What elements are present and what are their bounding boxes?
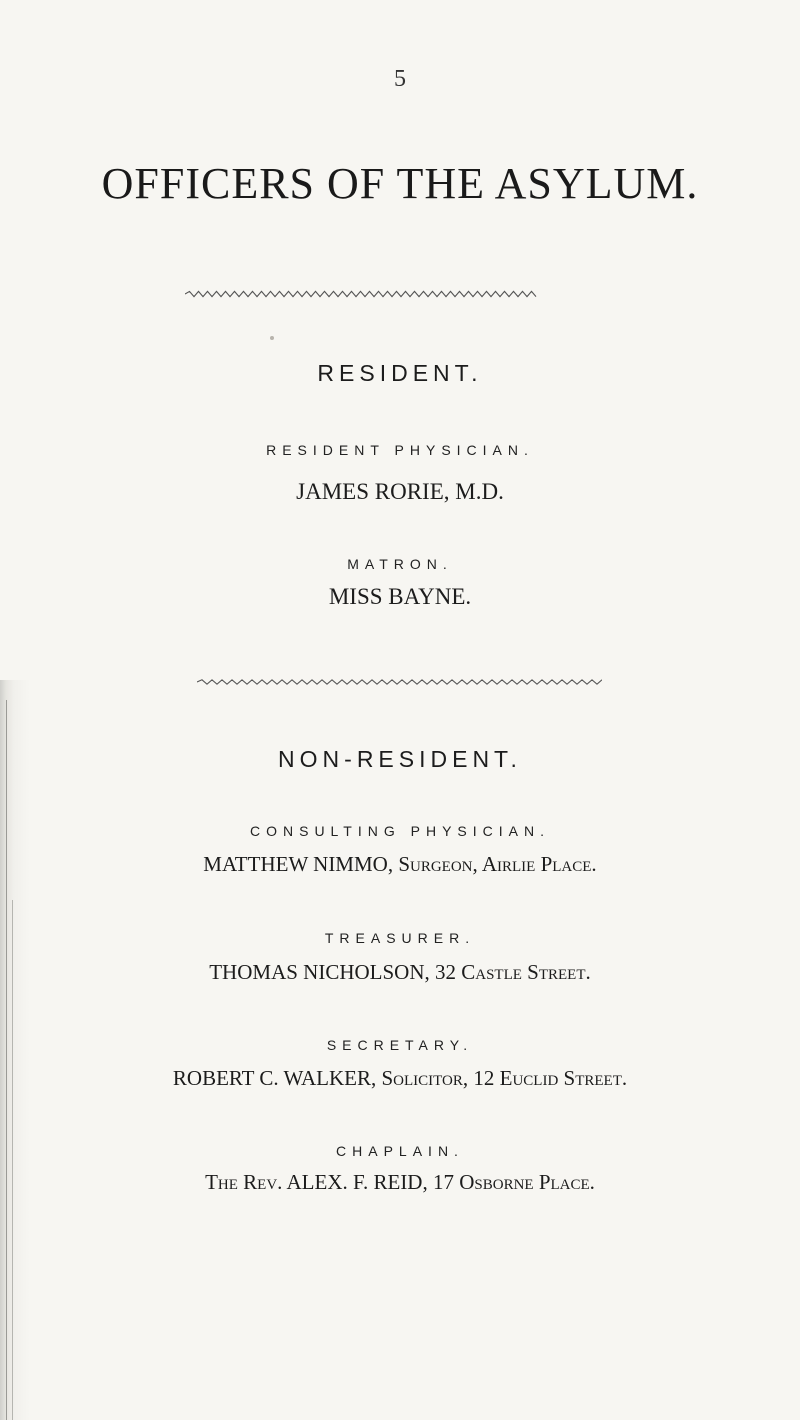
officer-name: ROBERT C. WALKER, xyxy=(172,1066,377,1090)
officer-line-chaplain xyxy=(0,1170,800,1195)
officer-name: MATTHEW NIMMO, xyxy=(203,852,394,876)
binding-gutter-line xyxy=(6,700,7,1420)
page-number: 5 xyxy=(394,66,406,92)
officer-prefix: The Rev. xyxy=(205,1170,283,1194)
officer-detail: Solicitor, 12 Euclid Street. xyxy=(381,1066,628,1090)
office-label-chaplain: CHAPLAIN. xyxy=(336,1143,464,1159)
officer-detail: 32 Castle Street. xyxy=(435,960,591,984)
speck-mark xyxy=(270,336,274,340)
section-heading-non-resident: NON-RESIDENT. xyxy=(278,746,522,772)
ornamental-wavy-rule xyxy=(185,288,540,300)
officer-name-resident-physician: JAMES RORIE, M.D. xyxy=(296,479,504,504)
officer-name-matron: MISS BAYNE. xyxy=(328,584,472,609)
officer-detail: Surgeon, Airlie Place. xyxy=(398,852,597,876)
officer-line-treasurer xyxy=(0,960,800,985)
officer-name: ALEX. F. REID, xyxy=(286,1170,428,1194)
ornamental-wavy-rule xyxy=(197,676,602,688)
section-heading-resident: RESIDENT. xyxy=(317,360,483,386)
officer-line-secretary xyxy=(0,1066,800,1091)
office-label-secretary: SECRETARY. xyxy=(326,1037,474,1053)
officer-name: THOMAS NICHOLSON, xyxy=(209,960,430,984)
officer-line-consulting-physician xyxy=(0,852,800,877)
office-label-resident-physician: RESIDENT PHYSICIAN. xyxy=(266,442,534,458)
office-label-consulting-physician: CONSULTING PHYSICIAN. xyxy=(250,823,550,839)
office-label-matron: MATRON. xyxy=(347,556,453,572)
office-label-treasurer: TREASURER. xyxy=(324,930,476,946)
page-title: OFFICERS OF THE ASYLUM. xyxy=(101,159,699,208)
officer-detail: 17 Osborne Place. xyxy=(432,1170,595,1194)
